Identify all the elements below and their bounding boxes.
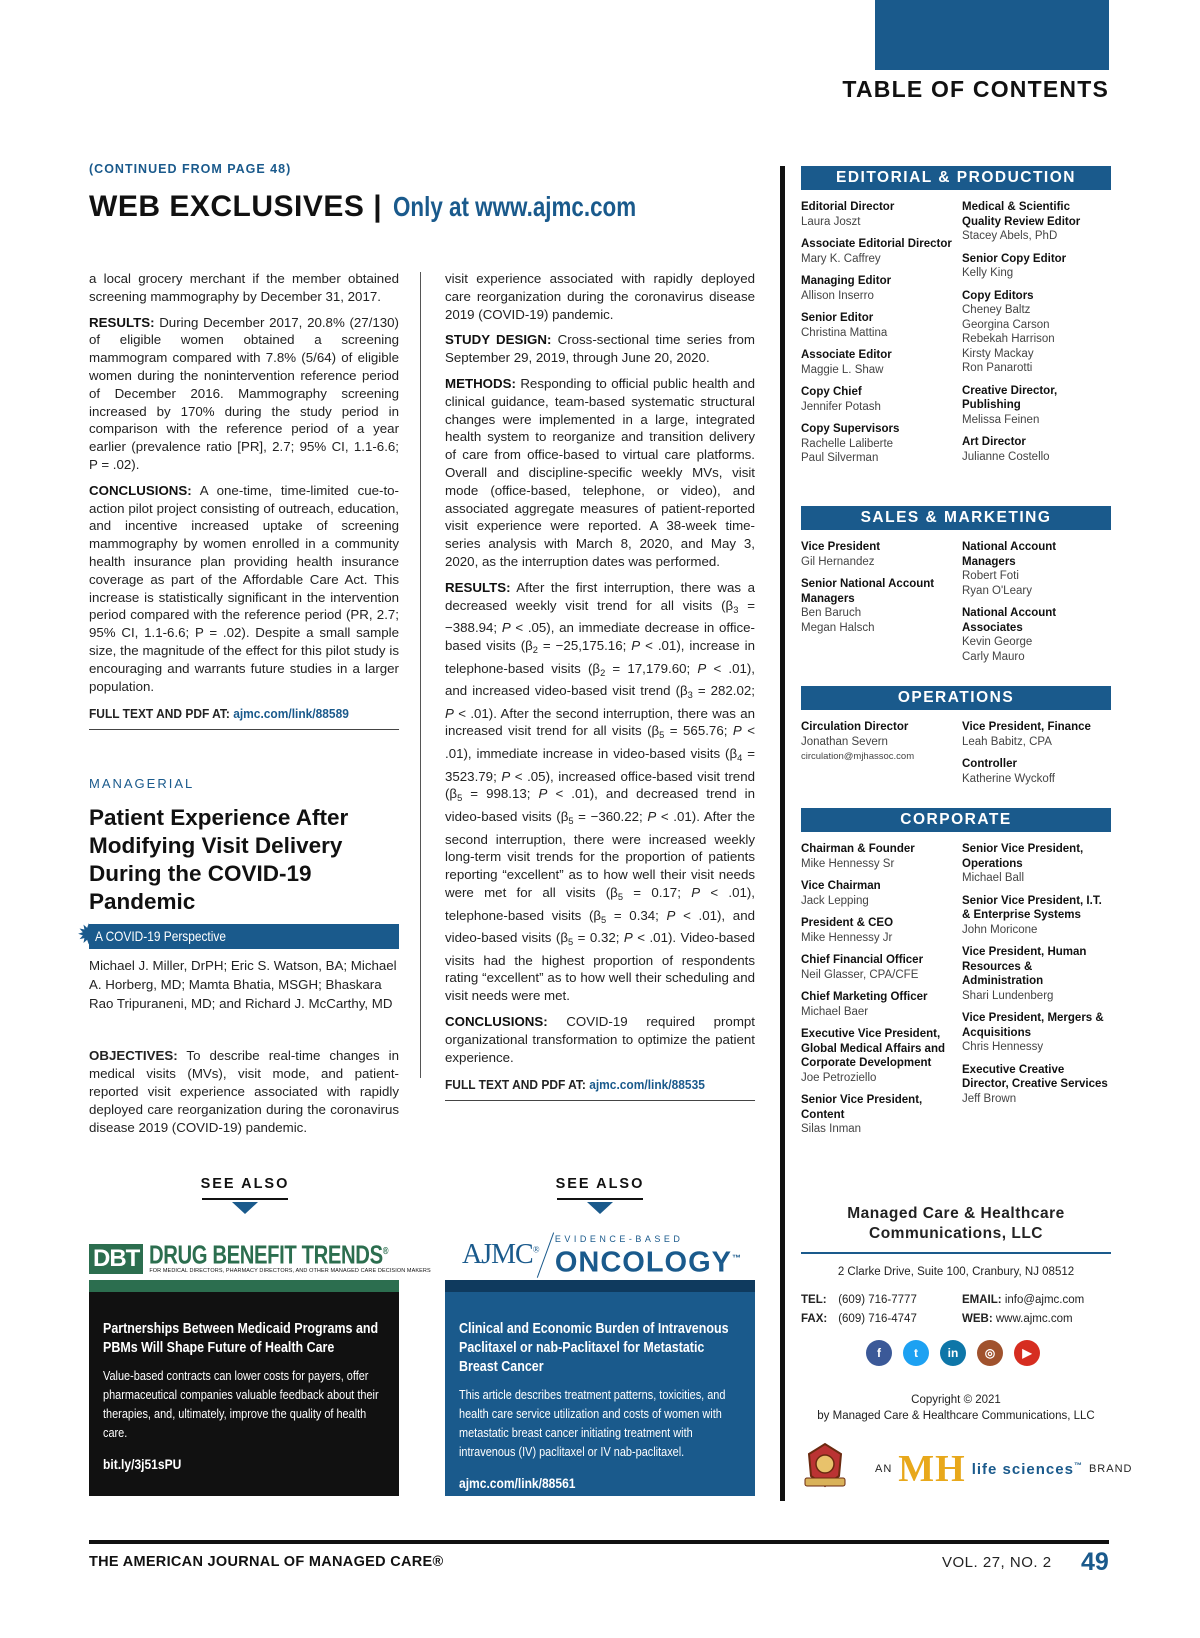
masthead-email[interactable]: circulation@mjhassoc.com xyxy=(801,751,915,762)
conclusions-label: CONCLUSIONS: xyxy=(445,1014,548,1030)
masthead-names: Shari Lundenberg xyxy=(962,989,1054,1002)
gear-icon: ✹ xyxy=(77,919,101,950)
perspective-label: A COVID-19 Perspective xyxy=(95,928,226,944)
facebook-icon[interactable]: f xyxy=(866,1340,892,1366)
ebo-logo-name-text: ONCOLOGY xyxy=(554,1246,732,1279)
article1-conclusions xyxy=(89,482,399,696)
ebo-logo-text xyxy=(555,1234,742,1277)
arrow-down-icon xyxy=(587,1202,613,1214)
journal-name: THE AMERICAN JOURNAL OF MANAGED CARE® xyxy=(89,1554,444,1570)
web-exclusives-label: WEB EXCLUSIVES | xyxy=(89,190,383,223)
company-contacts xyxy=(801,1291,1111,1329)
article1-fulltext xyxy=(89,705,399,730)
corporate-grid xyxy=(801,842,1111,1145)
brand-ls-text: life sciences xyxy=(971,1460,1074,1478)
masthead-role: Controller xyxy=(962,758,1017,770)
masthead-names: Neil Glasser, CPA/CFE xyxy=(801,968,919,981)
masthead-names: Stacey Abels, PhD xyxy=(962,230,1058,242)
masthead-corporate xyxy=(801,808,1111,1145)
masthead-names: Robert Foti Ryan O'Leary xyxy=(962,570,1032,597)
study-label: STUDY DESIGN: xyxy=(445,332,552,348)
masthead-names: Jeff Brown xyxy=(962,1092,1017,1105)
article2-study xyxy=(445,331,755,367)
masthead-names: Jennifer Potash xyxy=(801,400,881,413)
tel-line xyxy=(801,1291,956,1310)
tel-label: TEL: xyxy=(801,1294,827,1306)
see-also-1 xyxy=(195,1176,295,1214)
masthead-names: John Moricone xyxy=(962,923,1038,936)
masthead-role: National Account Managers xyxy=(962,541,1057,568)
contacts-row-2 xyxy=(801,1310,1111,1329)
dbt-logo-reg: ® xyxy=(383,1246,389,1258)
web-line xyxy=(956,1310,1111,1329)
fulltext-label: FULL TEXT AND PDF AT: xyxy=(89,706,230,722)
masthead-role: Senior Copy Editor xyxy=(962,252,1067,265)
masthead-role: Vice President xyxy=(801,541,881,553)
objectives-text: To describe real-time changes in medical visits (MVs), visit mode, and patient-reported visit experience associated with rapidly deployed care reorganization during the coronavirus disease 2019 (COVID-19) pandemic. xyxy=(89,1048,399,1135)
masthead-role: Chief Marketing Officer xyxy=(801,991,928,1003)
contacts-row-1 xyxy=(801,1291,1111,1310)
email-value[interactable]: info@ajmc.com xyxy=(1004,1294,1085,1306)
masthead-operations xyxy=(801,686,1111,794)
operations-left xyxy=(801,720,956,794)
company-address: 2 Clarke Drive, Suite 100, Cranbury, NJ 08512 xyxy=(837,1266,1075,1278)
masthead-names: Chris Hennessy xyxy=(962,1041,1044,1053)
editorial-grid xyxy=(801,200,1111,474)
operations-right xyxy=(956,720,1111,794)
article2-objectives xyxy=(89,1047,399,1137)
article1-link[interactable]: ajmc.com/link/88589 xyxy=(233,706,349,722)
masthead-role: Creative Director, Publishing xyxy=(962,384,1058,411)
page-number: 49 xyxy=(1081,1548,1109,1576)
masthead-role: Executive Creative Director, Creative Services xyxy=(962,1063,1108,1090)
dbt-logo-name-text: DRUG BENEFIT TRENDS xyxy=(149,1240,384,1270)
web-label: WEB: xyxy=(962,1313,993,1325)
ebo-logo-name xyxy=(555,1244,742,1277)
masthead-role: Vice Chairman xyxy=(801,880,881,892)
masthead-role: Copy Editors xyxy=(962,289,1034,302)
see-also-2 xyxy=(550,1176,650,1214)
drug-benefit-trends-logo xyxy=(89,1240,431,1274)
card-description: Value-based contracts can lower costs for payers, offer pharmaceutical companies valuable feedback about their therapies, and, ultimately, improve the quality of health care. xyxy=(103,1368,379,1440)
card-title: Clinical and Economic Burden of Intravenous Paclitaxel or nab-Paclitaxel for Metastatic Breast Cancer xyxy=(459,1321,729,1375)
arrow-down-icon xyxy=(232,1202,258,1214)
masthead-role: Associate Editor xyxy=(801,349,892,361)
card-title: Partnerships Between Medicaid Programs and PBMs Will Shape Future of Health Care xyxy=(103,1321,379,1356)
dbt-logo-box: DBT xyxy=(89,1244,143,1274)
masthead-role: Managing Editor xyxy=(801,275,892,287)
masthead-role: Senior Vice President, Operations xyxy=(962,843,1084,870)
masthead-role: Senior National Account Managers xyxy=(801,578,935,605)
logo-slash xyxy=(536,1232,553,1277)
masthead-names: Katherine Wyckoff xyxy=(962,772,1056,785)
masthead-role: Copy Chief xyxy=(801,386,862,398)
corporate-heading: CORPORATE xyxy=(801,808,1111,832)
article2-fulltext xyxy=(445,1076,755,1101)
brand-life-sciences xyxy=(972,1461,1083,1478)
results-text: During December 2017, 20.8% (27/130) of eligible women obtained a screening mammogram compared with 7.8% (5/64) of eligible women during the nonintervention reference period of December 2016. Mammography screening increased by 170% during the study period in comparison with the reference period of a year earlier (prevalence ratio [PR], 2.7; 95% CI, 1.1-6.6; P = .02). xyxy=(89,314,399,472)
conclusions-text: COVID-19 required prompt organizational transformation to optimize the patient experience. xyxy=(445,1014,755,1065)
masthead-names: Mary K. Caffrey xyxy=(801,252,881,265)
masthead-role: Chief Financial Officer xyxy=(801,954,924,966)
masthead-role: Art Director xyxy=(962,436,1026,448)
article1-intro: a local grocery merchant if the member obtained screening mammography by December 31, 2017. xyxy=(89,271,399,304)
masthead-divider xyxy=(780,166,785,1501)
ajmc-logo-tm: ® xyxy=(532,1244,539,1255)
twitter-icon[interactable]: t xyxy=(903,1340,929,1366)
tel-value[interactable]: (609) 716-7777 xyxy=(838,1294,917,1306)
sales-right xyxy=(956,540,1111,672)
masthead-role: President & CEO xyxy=(801,917,894,929)
fulltext-label: FULL TEXT AND PDF AT: xyxy=(445,1077,586,1093)
see-also-underline xyxy=(557,1198,643,1200)
middle-column xyxy=(445,270,755,1101)
mh-logo-icon: MH xyxy=(898,1448,966,1490)
volume-number: VOL. 27, NO. 2 xyxy=(942,1554,1052,1571)
social-icons xyxy=(866,1340,1040,1366)
study-text: Cross-sectional time series from September 29, 2019, through June 20, 2020. xyxy=(445,332,755,366)
perspective-banner xyxy=(77,919,399,950)
web-exclusives-url[interactable]: Only at www.ajmc.com xyxy=(392,191,636,222)
sales-grid xyxy=(801,540,1111,672)
masthead-names: Julianne Costello xyxy=(962,450,1050,463)
conclusions-text: A one-time, time-limited cue-to-action pilot project consisting of outreach, education, and incentive increased uptake of screening mammography by women enrolled in a community health insurance plan providing health insurance coverage as part of the Affordable Care Act. This increase is statistically significant in the intervention period compared with the reference period (PR, 2.7; 95% CI, 1.1-6.6; P = .02). Despite a small sample size, the magnitude of the effect for this pilot study is encouraging and warrants future studies in a larger population. xyxy=(89,482,399,694)
continued-note: (CONTINUED FROM PAGE 48) xyxy=(89,162,292,176)
masthead-names: Ben Baruch Megan Halsch xyxy=(801,607,875,634)
brand-an: AN xyxy=(875,1463,893,1475)
ajmc-logo xyxy=(462,1239,539,1271)
web-value[interactable]: www.ajmc.com xyxy=(995,1313,1073,1325)
copyright-line-1: Copyright © 2021 xyxy=(911,1394,1001,1406)
article2-link[interactable]: ajmc.com/link/88535 xyxy=(589,1077,705,1093)
masthead-role: National Account Associates xyxy=(962,607,1057,634)
card-link[interactable]: ajmc.com/link/88561 xyxy=(459,1475,576,1491)
mh-brand-logo xyxy=(875,1450,1132,1488)
fax-line xyxy=(801,1310,956,1329)
dbt-logo-text xyxy=(149,1239,456,1274)
section-title: TABLE OF CONTENTS xyxy=(842,76,1109,102)
masthead-names: Christina Mattina xyxy=(801,326,888,339)
objectives-label: OBJECTIVES: xyxy=(89,1048,178,1063)
category-label: MANAGERIAL xyxy=(89,776,195,791)
article2-methods xyxy=(445,375,755,571)
masthead-names: Joe Petroziello xyxy=(801,1071,877,1084)
article1-results xyxy=(89,314,399,474)
masthead-role: Copy Supervisors xyxy=(801,423,900,435)
web-exclusives-heading xyxy=(89,190,697,224)
masthead-role: Medical & Scientific Quality Review Editor xyxy=(962,201,1081,228)
masthead-names: Maggie L. Shaw xyxy=(801,363,884,376)
see-also-label: SEE ALSO xyxy=(555,1176,645,1192)
brand-word: BRAND xyxy=(1088,1463,1133,1475)
methods-label: METHODS: xyxy=(445,375,516,391)
masthead-role: Vice President, Mergers & Acquisitions xyxy=(962,1012,1104,1039)
masthead-role: Senior Vice President, I.T. & Enterprise Systems xyxy=(962,894,1102,921)
ajmc-logo-text: AJMC xyxy=(462,1239,533,1270)
dbt-logo-name xyxy=(149,1239,388,1268)
operations-heading: OPERATIONS xyxy=(801,686,1111,710)
article2-results: RESULTS: After the first interruption, there was a decreased weekly visit trend for all visits ($\beta_3 = -388.94$; P < .05), an immediate decrease in office-based visits ($\beta_2 = -25,175.16$; P < .01), increase in telephone-based visits ($\beta_2 = 17,179.60$; P < .01), and increased video-based visit trend ($\beta_3 = 282.02$; P < .01). After the second interruption, there was an increased visit trend for all visits ($\beta_5 = 565.76$; P < .01), immediate increase in video-based visits ($\beta_4 = 3523.79$; P < .05), increased office-based visit trend ($\beta_5 = 998.13$; P < .01), and decreased trend in video-based visits ($\beta_5 = -360.22$; P < .01). After the second interruption, there were increased weekly long-term visit trends for the proportion of patients reporting “excellent” as to how well their visit needs were met for all visits ($\beta_5 = 0.17$; P < .01), telephone-based visits ($\beta_5 = 0.34$; P < .01), and video-based visits ($\beta_5 = 0.32$; P < .01). Video-based visits had the highest proportion of respondents rating “excellent” as to how well their scheduling and visit needs were met. xyxy=(445,579,755,1004)
ebo-logo-sub: EVIDENCE-BASED xyxy=(554,1233,684,1244)
sales-left xyxy=(801,540,956,672)
masthead-names: Allison Inserro xyxy=(801,289,874,302)
masthead-names: Leah Babitz, CPA xyxy=(962,735,1052,748)
email-label: EMAIL: xyxy=(962,1294,1002,1306)
corporate-right xyxy=(956,842,1111,1145)
masthead-names: Mike Hennessy Sr xyxy=(801,857,895,870)
editorial-heading: EDITORIAL & PRODUCTION xyxy=(801,166,1111,190)
column-rule xyxy=(420,272,421,1078)
see-also-label: SEE ALSO xyxy=(200,1176,290,1192)
email-line xyxy=(956,1291,1111,1310)
masthead-editorial xyxy=(801,166,1111,474)
article2-title[interactable]: Patient Experience After Modifying Visit Delivery During the COVID-19 Pandemic xyxy=(89,805,349,914)
article2-authors: Michael J. Miller, DrPH; Eric S. Watson, BA; Michael A. Horberg, MD; Mamta Bhatia, MSGH; Bhaskara Rao Tripuraneni, MD; and Richard J. McCarthy, MD xyxy=(89,958,397,1011)
operations-grid xyxy=(801,720,1111,794)
dbt-logo-tagline: FOR MEDICAL DIRECTORS, PHARMACY DIRECTORS, AND OTHER MANAGED CARE DECISION MAKERS xyxy=(149,1268,431,1274)
footer-rule xyxy=(89,1540,1109,1544)
masthead-names: Kevin George Carly Mauro xyxy=(962,636,1033,663)
masthead-role: Associate Editorial Director xyxy=(801,238,952,250)
masthead-names: Michael Baer xyxy=(801,1005,869,1018)
company-rule xyxy=(801,1252,1111,1254)
masthead-names: Jack Lepping xyxy=(801,894,869,907)
masthead-names: Silas Inman xyxy=(801,1123,862,1135)
section-tab-block xyxy=(875,0,1109,70)
conclusions-label: CONCLUSIONS: xyxy=(89,482,192,498)
corporate-left xyxy=(801,842,956,1145)
see-also-underline xyxy=(202,1198,288,1200)
masthead-role: Chairman & Founder xyxy=(801,843,915,855)
masthead-names: Laura Joszt xyxy=(801,215,861,228)
masthead-role: Senior Editor xyxy=(801,312,874,324)
see-also-card-2[interactable] xyxy=(445,1280,755,1496)
youtube-icon[interactable]: ▶ xyxy=(1014,1340,1040,1366)
crest-seal-icon xyxy=(801,1440,849,1490)
fax-label: FAX: xyxy=(801,1313,828,1325)
linkedin-icon[interactable]: in xyxy=(940,1340,966,1366)
masthead-names: Melissa Feinen xyxy=(962,413,1040,426)
masthead-names: Michael Ball xyxy=(962,872,1024,884)
masthead-names: Mike Hennessy Jr xyxy=(801,931,893,944)
article2-conclusions xyxy=(445,1013,755,1066)
masthead-names: Jonathan Severn xyxy=(801,735,888,748)
copyright-line-2: by Managed Care & Healthcare Communications, LLC xyxy=(817,1410,1095,1422)
company-name: Managed Care & Healthcare Communications, LLC xyxy=(847,1205,1065,1242)
masthead-role: Vice President, Finance xyxy=(962,721,1091,733)
masthead-names: Cheney Baltz Georgina Carson Rebekah Harrison Kirsty Mackay Ron Panarotti xyxy=(962,304,1055,374)
editorial-right xyxy=(956,200,1111,474)
brand-tm: ™ xyxy=(1073,1460,1083,1470)
sales-heading: SALES & MARKETING xyxy=(801,506,1111,530)
see-also-card-1[interactable] xyxy=(89,1280,399,1496)
methods-text: Responding to official public health and clinical guidance, team-based systematic structural changes were implemented in a large, integrated health system to reorganize and transition delivery of care from office-based to virtual care platforms. Overall and discipline-specific weekly MVs, visit mode (office-based, telephone, or video), and associated aggregate measures of patient-reported visit experience were reported. A 38-week time-series analysis with March 8, 2020, and May 3, 2020, as the interruption dates was performed. xyxy=(445,375,755,569)
masthead-names: Gil Hernandez xyxy=(801,555,875,568)
masthead-role: Circulation Director xyxy=(801,721,909,733)
masthead-role: Executive Vice President, Global Medical Affairs and Corporate Development xyxy=(801,1028,945,1069)
left-column xyxy=(89,270,399,730)
results-label: RESULTS: xyxy=(445,579,511,595)
masthead-role: Vice President, Human Resources & Administration xyxy=(962,946,1087,987)
ebo-logo-tm: ™ xyxy=(732,1252,742,1263)
card-link[interactable]: bit.ly/3j51sPU xyxy=(103,1456,182,1472)
editorial-left xyxy=(801,200,956,474)
results-label: RESULTS: xyxy=(89,314,155,330)
ajmc-ebo-logo xyxy=(462,1233,742,1279)
masthead-sales xyxy=(801,506,1111,672)
masthead-names: Rachelle Laliberte Paul Silverman xyxy=(801,437,894,464)
masthead-role: Senior Vice President, Content xyxy=(801,1094,923,1121)
objectives-continued: visit experience associated with rapidly deployed care reorganization during the coronavirus disease 2019 (COVID-19) pandemic. xyxy=(445,271,755,322)
copyright xyxy=(801,1392,1111,1424)
masthead-role: Editorial Director xyxy=(801,201,895,213)
instagram-icon[interactable]: ◎ xyxy=(977,1340,1003,1366)
card-description: This article describes treatment patterns, toxicities, and health care service utilization and costs of women with metastatic breast cancer initiating treatment with intravenous (IV) paclitaxel or IV nab-paclitaxel. xyxy=(459,1387,726,1459)
masthead-names: Kelly King xyxy=(962,267,1014,279)
fax-value: (609) 716-4747 xyxy=(838,1313,917,1325)
